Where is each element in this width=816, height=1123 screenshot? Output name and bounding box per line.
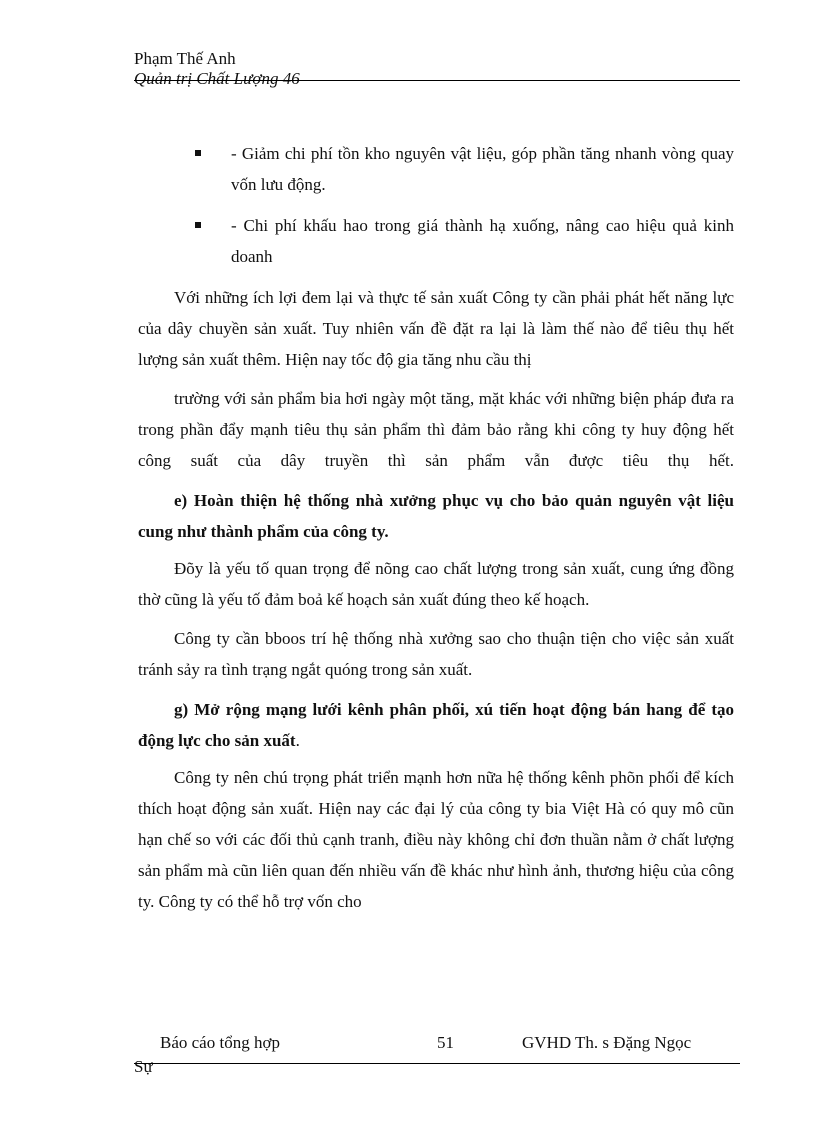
heading-g-text: g) Mở rộng mạng lưới kênh phân phối, xú tiến hoạt động bán hang để tạo động lực cho sản xuất xyxy=(138,700,734,750)
square-bullet-icon xyxy=(195,222,201,228)
page-body xyxy=(138,138,734,917)
paragraph: trường với sản phẩm bia hơi ngày một tăng, mặt khác với những biện pháp đưa ra trong phần đẩy mạnh tiêu thụ sản phẩm thì đảm bảo rằng khi công ty huy động hết công suất của dây truyền thì sản phẩm vẫn được tiêu thụ hết. xyxy=(138,389,734,470)
footer-advisor: GVHD Th. s Đặng Ngọc xyxy=(522,1033,692,1052)
header-divider xyxy=(134,80,740,81)
page-number: 51 xyxy=(437,1033,454,1052)
bullet-text: - Giảm chi phí tồn kho nguyên vật liệu, góp phần tăng nhanh vòng quay vốn lưu động. xyxy=(231,144,734,194)
section-heading-g xyxy=(138,694,734,756)
square-bullet-icon xyxy=(195,150,201,156)
paragraph: Đõy là yếu tố quan trọng để nõng cao chất lượng trong sản xuất, cung ứng đồng thờ cũng là yếu tố đảm boả kế hoạch sản xuất đúng theo kế hoạch. xyxy=(138,559,734,609)
paragraph: Công ty cần bboos trí hệ thống nhà xưởng sao cho thuận tiện cho việc sản xuất tránh sảy ra tình trạng ngắt quóng trong sản xuất. xyxy=(138,629,734,679)
bullet-item xyxy=(138,138,734,200)
paragraph: Với những ích lợi đem lại và thực tế sản xuất Công ty cần phải phát hết năng lực của dây chuyền sản xuất. Tuy nhiên vấn đề đặt ra lại là làm thế nào để tiêu thụ hết lượng sản xuất thêm. Hiện nay tốc độ gia tăng nhu cầu thị xyxy=(138,288,734,369)
bullet-item xyxy=(138,210,734,272)
page-header xyxy=(134,49,740,89)
footer-advisor-wrap: Sự xyxy=(134,1057,153,1076)
bullet-text: - Chi phí khấu hao trong giá thành hạ xuống, nâng cao hiệu quả kinh doanh xyxy=(231,216,734,266)
footer-report-title: Báo cáo tổng hợp xyxy=(160,1033,280,1052)
paragraph: Công ty nên chú trọng phát triển mạnh hơn nữa hệ thống kênh phõn phối để kích thích hoạt động sản xuất. Hiện nay các đại lý của công ty bia Việt Hà có quy mô cũn hạn chế so với các đối thủ cạnh tranh, điều này không chỉ đơn thuần nằm ở chất lượng sản phẩm mà cũn liên quan đến nhiều vấn đề khác như hình ảnh, thương hiệu của công ty. Công ty có thể hỗ trợ vốn cho xyxy=(138,768,734,911)
section-heading-e: e) Hoàn thiện hệ thống nhà xưởng phục vụ cho bảo quản nguyên vật liệu cung như thành phẩm của công ty. xyxy=(138,491,734,541)
heading-g-tail: . xyxy=(295,731,300,750)
header-author: Phạm Thế Anh xyxy=(134,49,236,68)
header-class: Quản trị Chất Lượng 46 xyxy=(134,69,300,88)
footer-divider xyxy=(134,1063,740,1064)
